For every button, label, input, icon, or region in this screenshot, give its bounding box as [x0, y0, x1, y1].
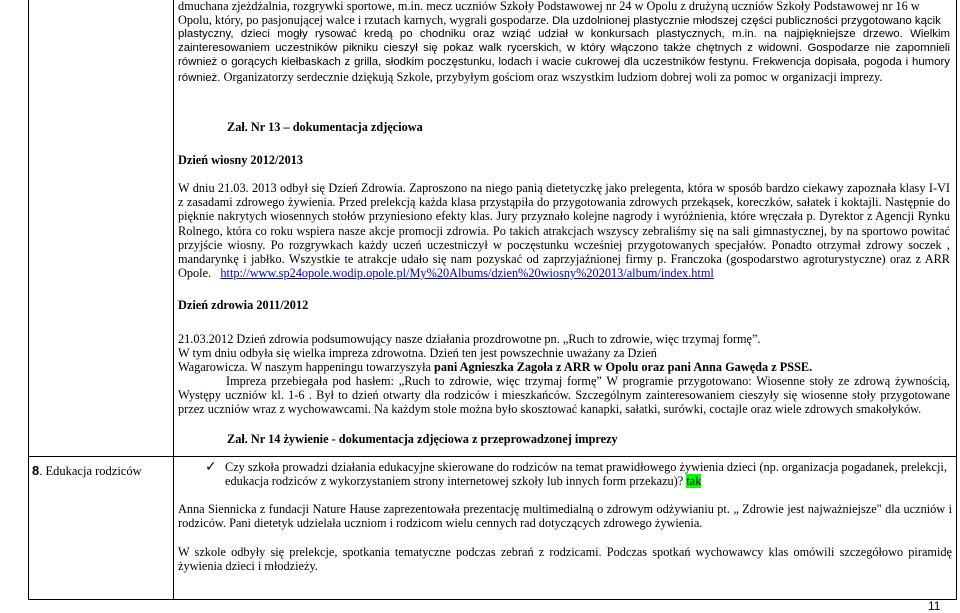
dzien-zdrowia-p2: Impreza przebiegała pod hasłem: „Ruch to zdrowie, więc trzymaj formę” W programie przygotowano: Wiosenne stoły ze zdrową żywnością, Występy uczniów kl. 1-6 . Był to dzień otwarty dla rodziców i mieszkańców. Szczególnym zainteresowaniem cieszyły się wiosenne stoły przygotowane przez uczniów wraz z wychowawcami. Na każdym stole można było skosztować kanapki, sałatki, surówki, coctajle oraz wiele zdrowych smakołyków.: [178, 374, 950, 417]
dzien-zdrowia-p1a: 21.03.2012 Dzień zdrowia podsumowujący nasze działania prozdrowotne pn. „Ruch to zdrowie, więc trzymaj formę”.: [178, 332, 761, 346]
row8-label: [32, 463, 142, 479]
p1c-bold: pani Agnieszka Zagoła z ARR w Opolu oraz pani Anna Gawęda z PSSE.: [434, 360, 813, 374]
p1c-text: Wagarowicza. W naszym happeningu towarzyszyła: [178, 360, 435, 374]
row8-school-paragraph: W szkole odbyły się prelekcje, spotkania tematyczne podczas zebrań z rodzicami. Podczas spotkań wychowawcy klas omówili szczegółowo piramidę żywienia dzieci i młodzieży.: [178, 545, 952, 574]
table-right-border: [956, 0, 957, 600]
table-column-divider: [173, 0, 174, 600]
row-divider: [28, 456, 957, 457]
zal13-text-body: W dniu 21.03. 2013 odbył się Dzień Zdrowia. Zaproszono na niego panią dietetyczkę jako prelegenta, która w sposób bardzo ciekawy zapoznała klasy I-VI z zasadami zdrowego żywienia. Przed prelekcją każda klasa przystąpiła do przygotowania zdrowych przekąsek, koreczków, sałatek i koktajli. Następnie do pięknie nakrytych wiosennych stołów przyniesiono efekty klas. Jury przyznało kolejne nagrody i wyróżnienia, które wręczała p. Dyrektor z Agencji Rynku Rolnego, która co roku wspiera nasze akcje promocji zdrowia. Po takich atrakcjach wszyscy zebraliśmy się na sali gimnastycznej, by na sportowo powitać przyjście wiosny. Po rozgrywkach każdy uczeń uczestniczył w poczęstunku wcześniej przygotowanych specjałów. Ponadto otrzymał zdrowy soczek , mandarynkę i jabłko. Wszystkie te atrakcje udało się nam pozyskać od zaprzyjaźnionej firmy p. Franczoka (gospodarstwo agroturystyczne) oraz z ARR Opole.: [178, 181, 950, 281]
dzien-zdrowia-heading: Dzień zdrowia 2011/2012: [178, 298, 309, 312]
table-bottom-border: [28, 599, 957, 600]
page-number: 11: [928, 599, 941, 613]
dzien-zdrowia-p1c: [178, 360, 950, 374]
row8-question: [225, 460, 953, 488]
answer-highlight: tak: [686, 474, 702, 489]
row8-question-text: Czy szkoła prowadzi działania edukacyjne skierowane do rodziców na temat prawidłowego żywienia dzieci (np. organizacja pogadanek, prelekcji, edukacja rodziców z wykorzystaniem strony internetowej szkoły lub innych form przekazu)?: [225, 460, 947, 489]
row8-anna-paragraph: Anna Siennicka z fundacji Nature Hause zaprezentowała prezentację multimedialną o zdrowym odżywianiu pt. „ Zdrowie jest najważniejsze" dla uczniów i rodziców. Pani dietetyk udzielała uczniom i rodzicom wielu cennych rad dotyczących zdrowego żywienia.: [178, 502, 952, 531]
table-left-border: [28, 0, 29, 600]
zal13-title: Zał. Nr 13 – dokumentacja zdjęciowa: [227, 120, 423, 134]
sans-paragraph-start: Dla uzdolnionej plastycznie młodszej części publiczności przygotowano kącik: [552, 15, 941, 27]
top-line-2: [178, 13, 958, 28]
check-icon: ✓: [205, 459, 217, 475]
zal13-heading: Dzień wiosny 2012/2013: [178, 153, 304, 167]
zal13-album-link[interactable]: http://www.sp24opole.wodip.opole.pl/My%20Albums/dzien%20wiosny%202013/album/index.html: [220, 266, 714, 281]
zal13-text: [178, 181, 950, 280]
dzien-zdrowia-p1b: W tym dniu odbyła się wielka impreza zdrowotna. Dzień ten jest powszechnie uważany za Dzień: [178, 346, 657, 360]
row8-label-text: . Edukacja rodziców: [39, 464, 142, 478]
sans-paragraph: plastyczny, dzieci mogły rysować kredą po chodniku oraz wziąć udział w konkursach plastycznych, m.in. na najpiękniejsze drzewo. Wielkim zainteresowaniem uczestników pikniku cieszył się pokaz walk rycerskich, w który włączono także chętnych z widowni. Gospodarze nie zapomnieli również o gorących kiełbaskach z grilla, słodkim poczęstunku, lodach i wacie cukrowej dla uczestników festynu. Frekwencja dopisała, pogoda i humory również. Organizatorzy serdecznie dziękują Szkole, przybyłym gościom oraz wszystkim ludziom dobrej woli za pomoc w organizacji imprezy.: [178, 28, 950, 84]
top-line-1: dmuchana zjeżdżalnia, rozgrywki sportowe, m.in. mecz uczniów Szkoły Podstawowej nr 24 w Opolu z drużyną uczniów Szkoły Podstawowej nr 16 w: [178, 0, 920, 13]
zal14-title: Zał. Nr 14 żywienie - dokumentacja zdjęciowa z przeprowadzonej imprezy: [227, 432, 618, 446]
closing-text: Organizatorzy serdecznie dziękują Szkole, przybyłym gościom oraz wszystkim ludziom dobrej woli za pomoc w organizacji imprezy.: [223, 69, 883, 84]
top-line-2-text: Opolu, który, po pasjonującej walce i rzutach karnych, wygrali gospodarze.: [178, 13, 550, 27]
row8-number: 8: [32, 463, 40, 478]
